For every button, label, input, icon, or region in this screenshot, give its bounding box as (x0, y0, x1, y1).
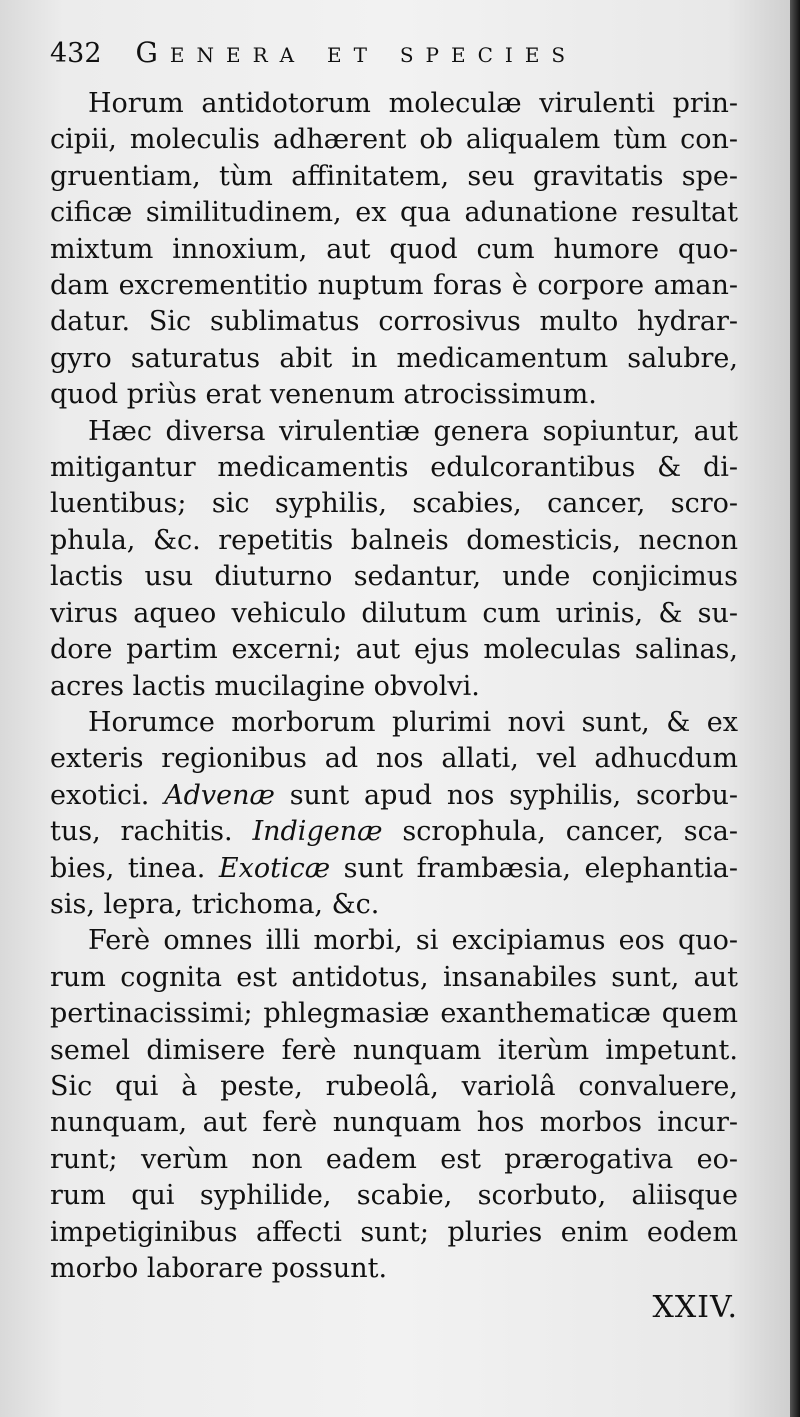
paragraph (50, 414, 738, 705)
text-line: virus aqueo vehiculo dilutum cum urinis, & su- (50, 597, 738, 629)
text-line: rum cognita est antidotus, insanabiles sunt, aut (50, 961, 738, 993)
text-line: tus, rachitis. Indigenæ scrophula, cancer, sca- (50, 816, 738, 848)
text-line: luentibus; sic syphilis, scabies, cancer, scro- (50, 488, 738, 520)
text-line: acres lactis mucilagine obvolvi. (50, 670, 480, 702)
text-line: gruentiam, tùm affinitatem, seu gravitatis spe- (50, 160, 738, 192)
paragraph (50, 923, 738, 1287)
catchword: XXIV. (652, 1290, 738, 1325)
text-line: lactis usu diuturno sedantur, unde conjicimus (50, 561, 738, 593)
text-line: nunquam, aut ferè nunquam hos morbos incur- (50, 1107, 738, 1139)
text-line: Horum antidotorum moleculæ virulenti prin- (88, 88, 738, 119)
text-line: rum qui syphilide, scabie, scorbuto, aliisque (50, 1180, 738, 1212)
book-gutter (790, 0, 800, 1417)
text-line: sis, lepra, trichoma, &c. (50, 888, 380, 920)
text-line: mixtum innoxium, aut quod cum humore quo- (50, 233, 738, 265)
body-text (50, 86, 738, 1287)
text-line: phula, &c. repetitis balneis domesticis, necnon (50, 524, 738, 556)
text-line: exotici. Advenæ sunt apud nos syphilis, scorbu- (50, 779, 738, 811)
text-line: semel dimisere ferè nunquam iterùm impetunt. (50, 1034, 738, 1066)
text-line: datur. Sic sublimatus corrosivus multo hydrar- (50, 306, 738, 338)
text-line: runt; verùm non eadem est prærogativa eo- (50, 1143, 738, 1175)
text-line: gyro saturatus abit in medicamentum salubre, (50, 342, 738, 374)
text-line: cificæ similitudinem, ex qua adunatione resultat (50, 197, 738, 229)
running-head (50, 36, 738, 86)
text-line: cipii, moleculis adhærent ob aliqualem tùm con- (50, 124, 738, 156)
text-line: mitigantur medicamentis edulcorantibus & di- (50, 452, 738, 484)
running-title: Genera et species (135, 36, 578, 69)
paragraph (50, 705, 738, 923)
text-line: morbo laborare possunt. (50, 1253, 388, 1284)
page-number: 432 (50, 38, 102, 69)
text-line: Ferè omnes illi morbi, si excipiamus eos quo- (88, 925, 738, 957)
text-line: Hæc diversa virulentiæ genera sopiuntur, aut (88, 415, 738, 447)
text-line: bies, tinea. Exoticæ sunt frambæsia, elephantia- (50, 852, 738, 884)
paragraph (50, 86, 738, 414)
text-line: Horumce morborum plurimi novi sunt, & ex (88, 706, 738, 738)
text-line: pertinacissimi; phlegmasiæ exanthematicæ quem (50, 998, 738, 1030)
text-block (50, 36, 738, 1287)
text-line: quod priùs erat venenum atrocissimum. (50, 379, 597, 411)
text-line: dam excrementitio nuptum foras è corpore aman- (50, 270, 738, 302)
text-line: impetiginibus affecti sunt; pluries enim eodem (50, 1216, 738, 1248)
text-line: exteris regionibus ad nos allati, vel adhucdum (50, 743, 738, 775)
text-line: dore partim excerni; aut ejus moleculas salinas, (50, 634, 738, 666)
text-line: Sic qui à peste, rubeolâ, variolâ convaluere, (50, 1070, 738, 1102)
